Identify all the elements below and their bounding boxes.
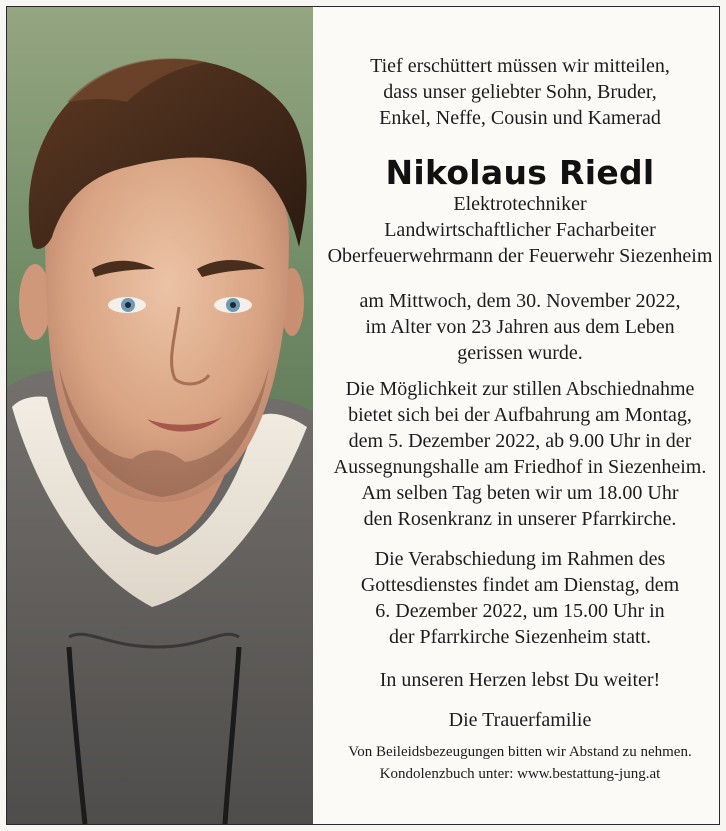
role-line: Oberfeuerwehrmann der Feuerwehr Siezenheim	[327, 245, 713, 267]
death-paragraph	[319, 288, 720, 366]
roles-list	[319, 191, 720, 269]
intro-paragraph	[319, 53, 720, 131]
obituary-text	[319, 7, 720, 824]
viewing-line: dem 5. Dezember 2022, ab 9.00 Uhr in der	[348, 430, 692, 452]
service-line: 6. Dezember 2022, um 15.00 Uhr in	[375, 600, 665, 622]
intro-line: Enkel, Neffe, Cousin und Kamerad	[379, 107, 661, 129]
service-line: Die Verabschiedung im Rahmen des	[374, 548, 666, 570]
condolence-link[interactable]: Kondolenzbuch unter: www.bestattung-jung.at	[379, 766, 661, 782]
obituary-card	[6, 6, 720, 825]
footnote-line: Von Beileidsbezeugungen bitten wir Abstand zu nehmen.	[348, 744, 692, 760]
deceased-name: Nikolaus Riedl	[385, 153, 655, 192]
family-signature: Die Trauerfamilie	[448, 709, 592, 731]
viewing-line: Am selben Tag beten wir um 18.00 Uhr	[361, 482, 679, 504]
intro-line: dass unser geliebter Sohn, Bruder,	[383, 81, 657, 103]
service-line: der Pfarrkirche Siezenheim statt.	[388, 626, 652, 648]
portrait-photo	[7, 7, 313, 824]
viewing-line: Aussegnungshalle am Friedhof in Siezenheim.	[333, 456, 707, 478]
service-paragraph	[319, 546, 720, 650]
viewing-paragraph	[319, 376, 720, 532]
role-line: Landwirtschaftlicher Facharbeiter	[384, 219, 656, 241]
viewing-line: Die Möglichkeit zur stillen Abschiednahme	[345, 378, 695, 400]
death-line: im Alter von 23 Jahren aus dem Leben	[365, 316, 675, 338]
role-line: Elektrotechniker	[453, 193, 587, 215]
footnote	[319, 741, 720, 785]
closing-line: In unseren Herzen lebst Du weiter!	[379, 669, 661, 691]
service-line: Gottesdienstes findet am Dienstag, dem	[360, 574, 680, 596]
viewing-line: den Rosenkranz in unserer Pfarrkirche.	[363, 508, 677, 530]
death-line: gerissen wurde.	[457, 342, 583, 364]
death-line: am Mittwoch, dem 30. November 2022,	[359, 290, 681, 312]
viewing-line: bietet sich bei der Aufbahrung am Montag,	[348, 404, 692, 426]
intro-line: Tief erschüttert müssen wir mitteilen,	[370, 55, 670, 77]
